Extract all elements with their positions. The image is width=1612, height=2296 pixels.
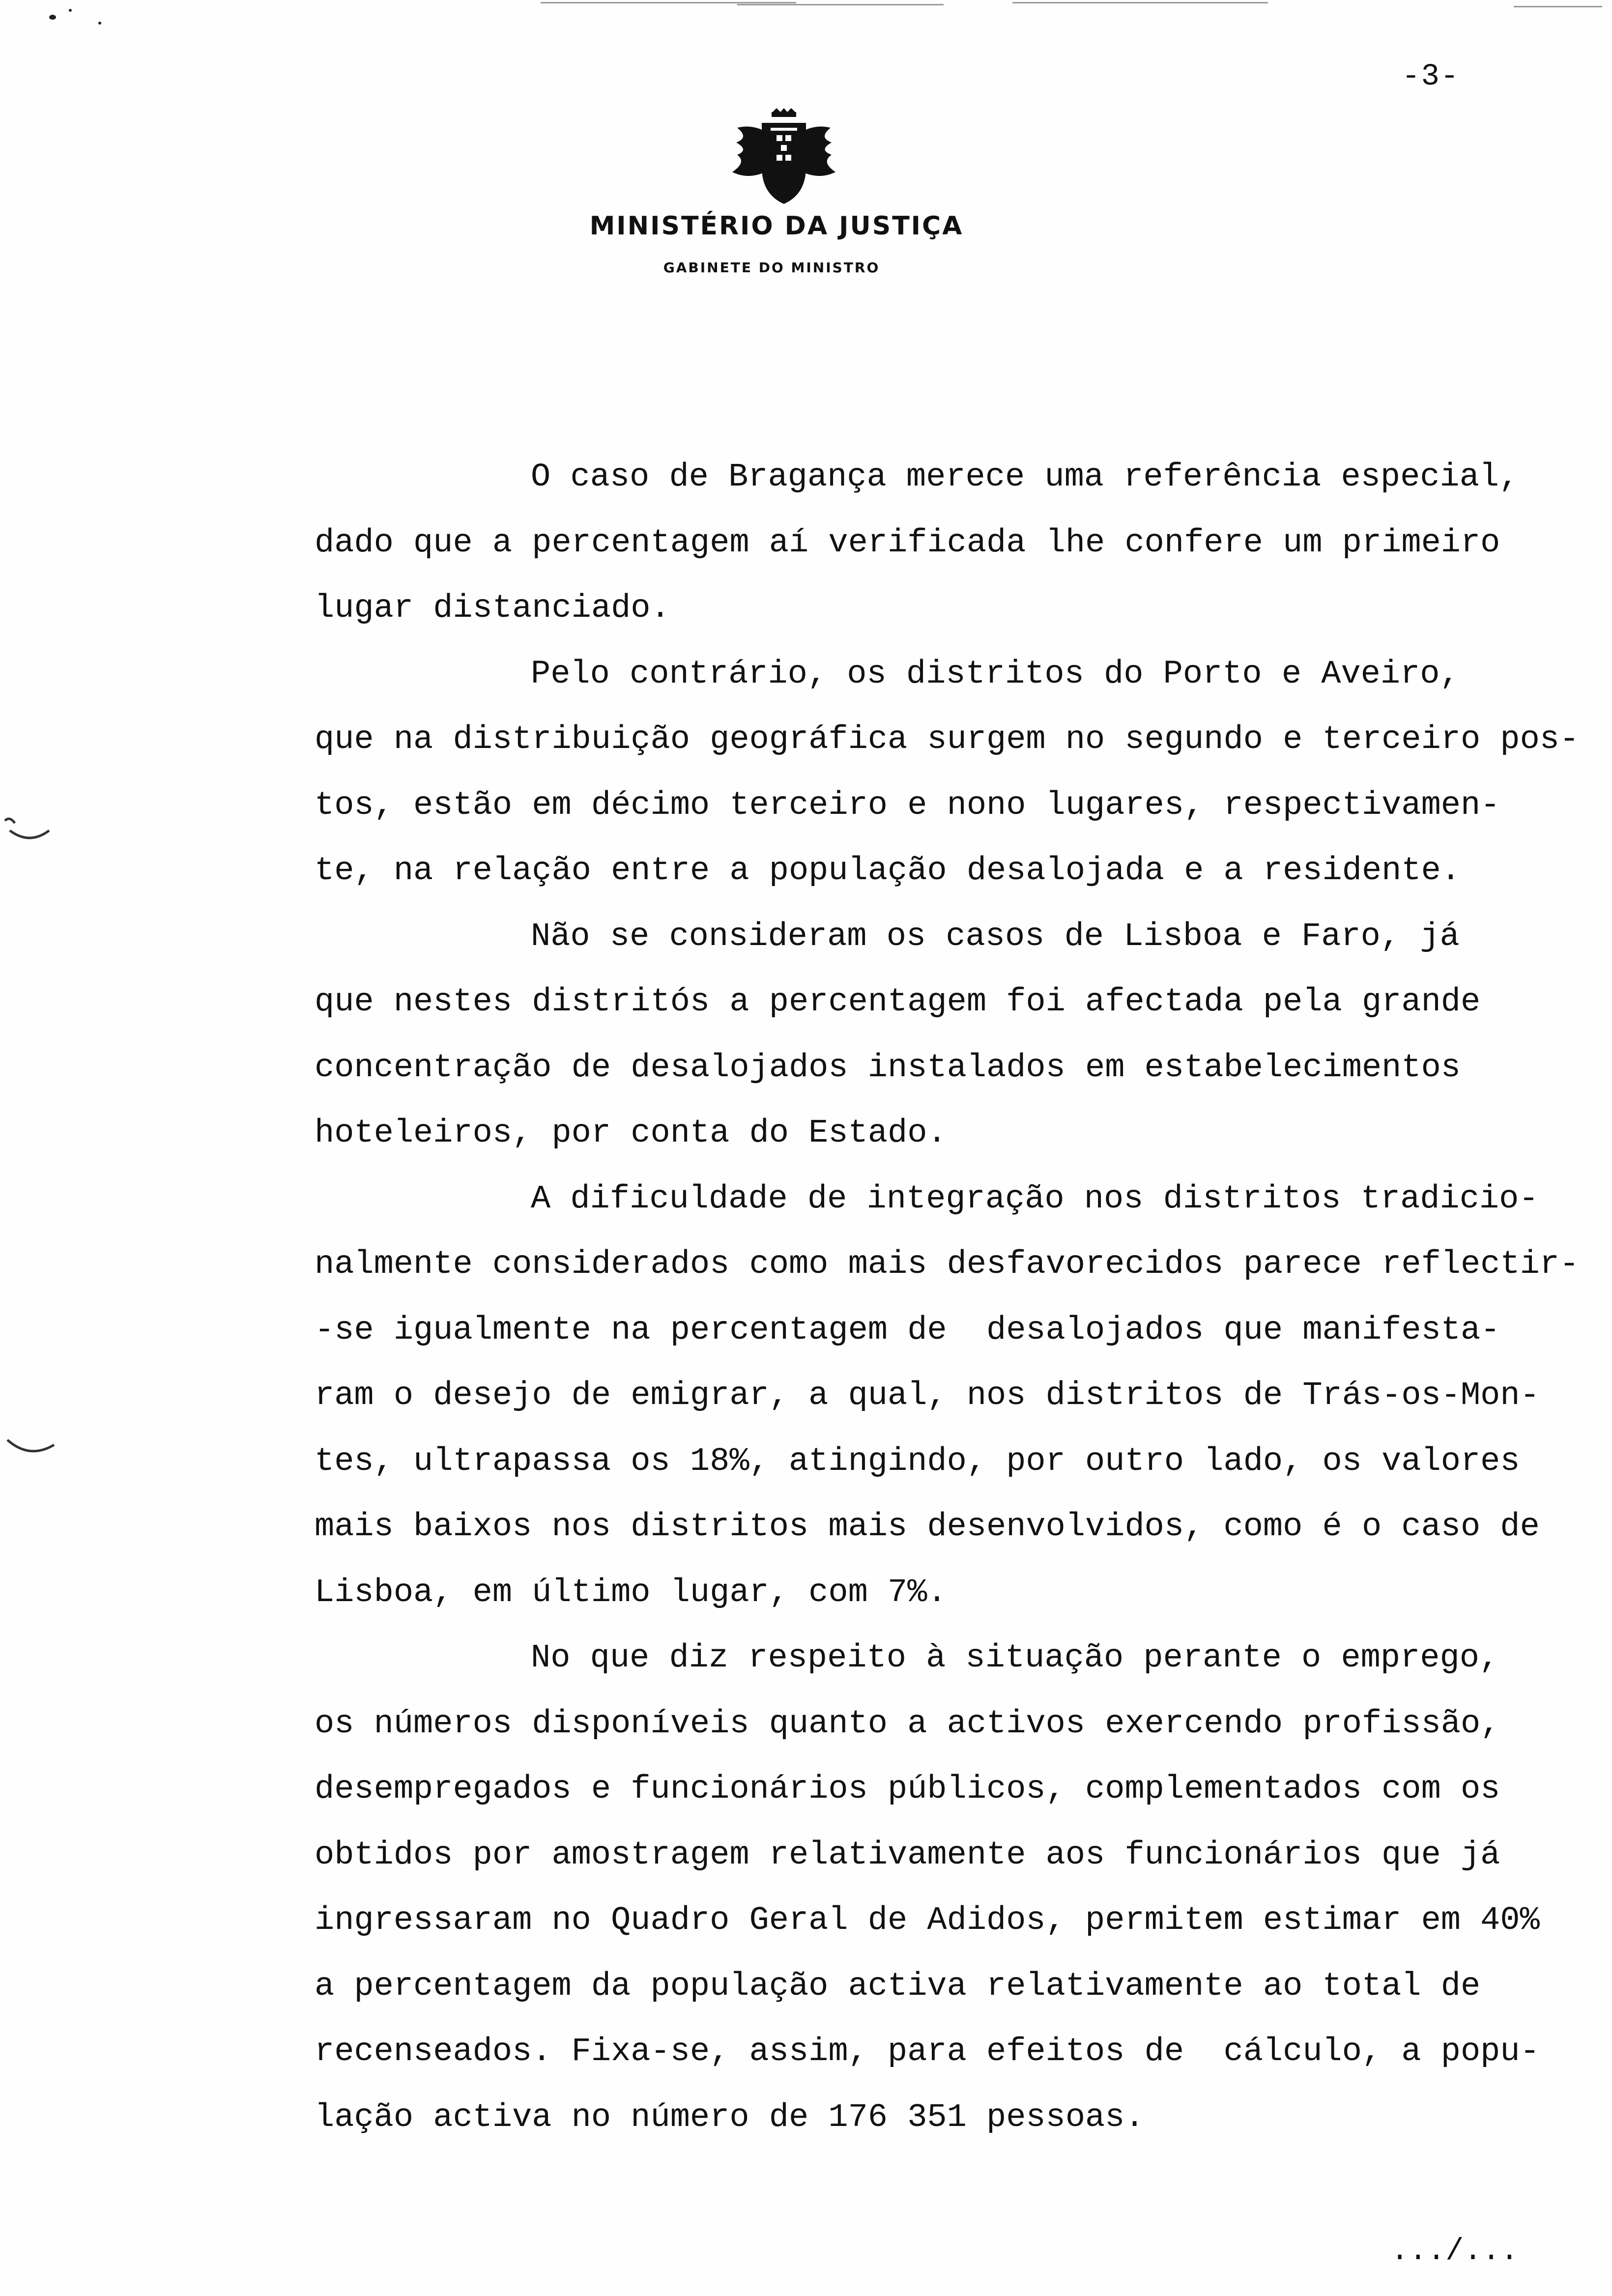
text-line: ram o desejo de emigrar, a qual, nos distritos de Trás-os-Mon- xyxy=(315,1377,1540,1414)
scan-edge-line xyxy=(1514,6,1602,7)
text-line: tes, ultrapassa os 18%, atingindo, por outro lado, os valores xyxy=(315,1442,1520,1480)
scan-edge-line xyxy=(737,4,944,5)
ministry-name: MINISTÉRIO DA JUSTIÇA xyxy=(589,211,964,241)
document-body xyxy=(315,445,1580,2151)
scan-speck xyxy=(69,9,72,12)
text-line: dado que a percentagem aí verificada lhe confere um primeiro xyxy=(315,524,1500,562)
text-line: Não se consideram os casos de Lisboa e Faro, já xyxy=(531,918,1460,955)
margin-mark xyxy=(0,811,54,850)
text-line: hoteleiros, por conta do Estado. xyxy=(315,1115,947,1152)
scan-edge-line xyxy=(1012,2,1268,3)
text-line: No que diz respeito à situação perante o emprego, xyxy=(531,1639,1499,1677)
text-line: desempregados e funcionários públicos, complementados com os xyxy=(315,1771,1500,1808)
text-line: Lisboa, em último lugar, com 7%. xyxy=(315,1574,947,1611)
text-line: concentração de desalojados instalados em estabelecimentos xyxy=(315,1049,1461,1087)
text-line: lugar distanciado. xyxy=(315,590,670,627)
scan-speck xyxy=(98,22,101,25)
text-line: A dificuldade de integração nos distritos tradicio- xyxy=(531,1180,1539,1218)
text-line: O caso de Bragança merece uma referência especial, xyxy=(531,459,1519,496)
page-number: -3- xyxy=(1402,59,1460,94)
margin-mark xyxy=(5,1435,59,1464)
text-line: nalmente considerados como mais desfavorecidos parece reflectir- xyxy=(315,1246,1580,1283)
text-line: que nestes distritós a percentagem foi afectada pela grande xyxy=(315,983,1481,1021)
text-line: recenseados. Fixa-se, assim, para efeitos de cálculo, a popu- xyxy=(315,2033,1540,2070)
scan-speck xyxy=(49,15,56,20)
text-line: que na distribuição geográfica surgem no segundo e terceiro pos- xyxy=(315,721,1580,758)
text-line: os números disponíveis quanto a activos exercendo profissão, xyxy=(315,1705,1500,1743)
text-line: Pelo contrário, os distritos do Porto e Aveiro, xyxy=(531,655,1460,693)
coat-of-arms-icon xyxy=(727,108,840,206)
text-line: -se igualmente na percentagem de desalojados que manifesta- xyxy=(315,1311,1500,1349)
text-line: tos, estão em décimo terceiro e nono lugares, respectivamen- xyxy=(315,786,1500,824)
text-line: obtidos por amostragem relativamente aos funcionários que já xyxy=(315,1836,1500,1874)
scan-edge-line xyxy=(541,2,796,3)
text-line: lação activa no número de 176 351 pessoas. xyxy=(315,2098,1145,2136)
text-line: mais baixos nos distritos mais desenvolvidos, como é o caso de xyxy=(315,1508,1540,1546)
text-line: a percentagem da população activa relativamente ao total de xyxy=(315,1967,1481,2005)
office-name: GABINETE DO MINISTRO xyxy=(663,259,880,276)
text-line: te, na relação entre a população desalojada e a residente. xyxy=(315,852,1461,890)
continuation-mark: .../... xyxy=(1390,2234,1519,2268)
text-line: ingressaram no Quadro Geral de Adidos, permitem estimar em 40% xyxy=(315,1902,1540,1939)
